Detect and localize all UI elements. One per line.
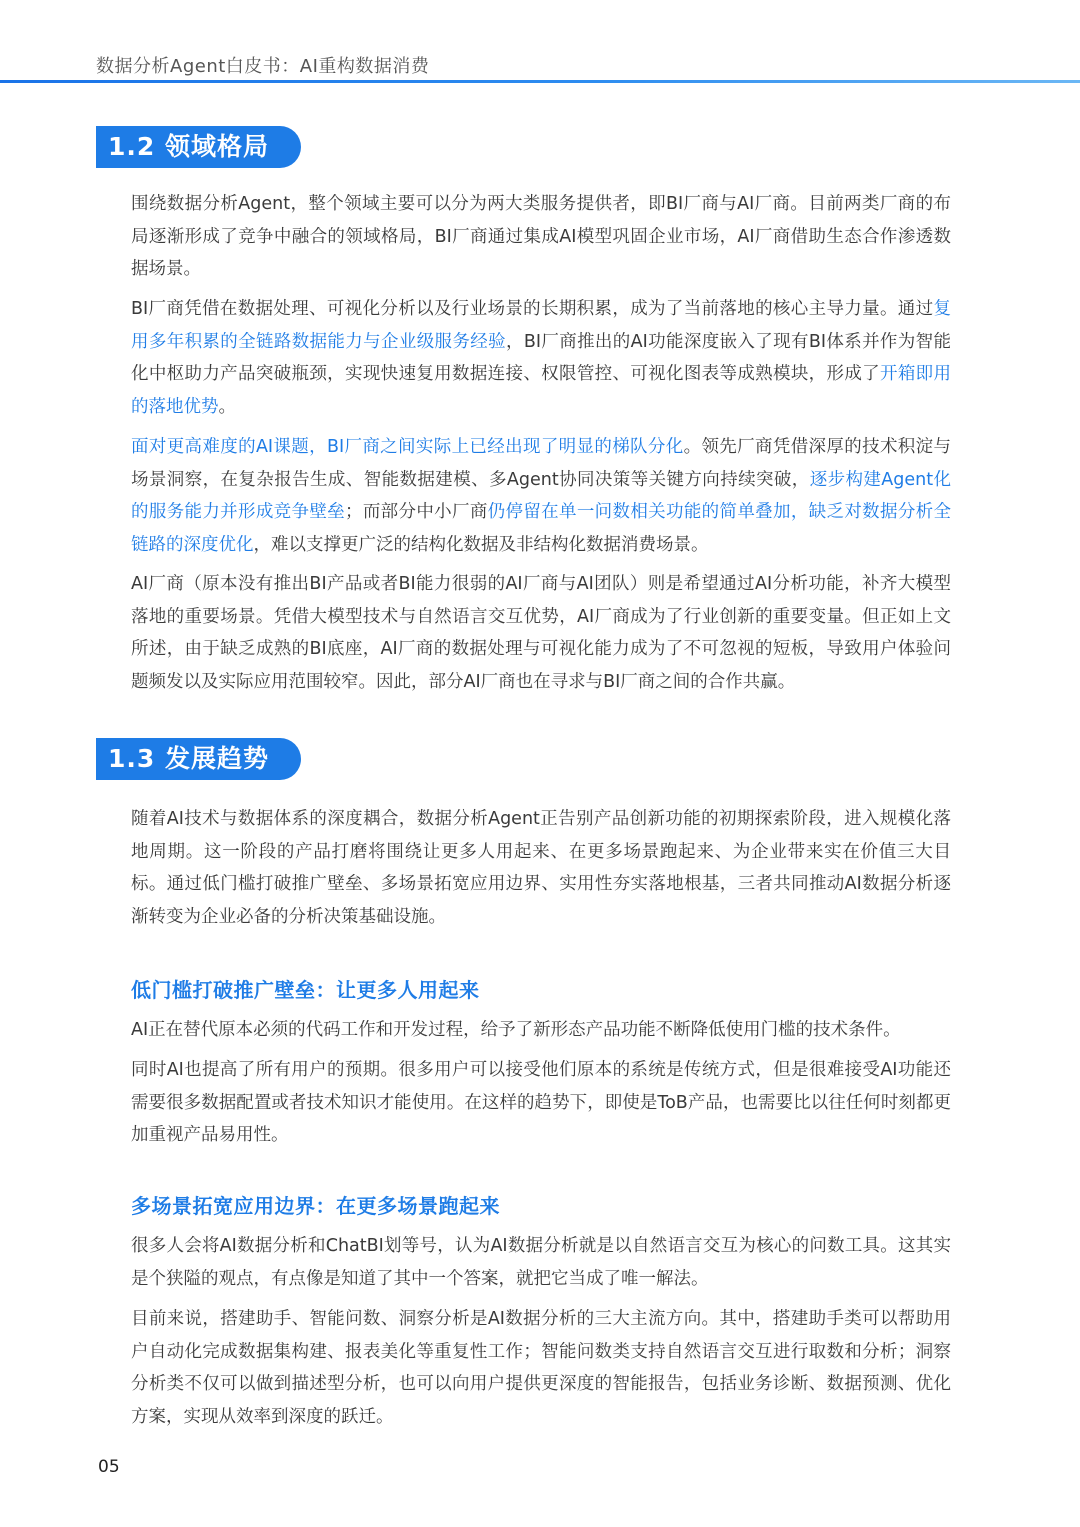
page-number: 05 (98, 1457, 120, 1477)
text-run: 。领先厂商凭借深厚的技术积淀与场景洞察，在复杂报告生成、智能数据建模、多Agent协同决策等关键方向持续突破， (131, 437, 951, 490)
highlight-text: 仍停留在单一问数相关功能的简单叠加，缺乏对数据分析全链路的深度优化 (131, 502, 952, 555)
paragraph-low-barrier-2: 同时AI也提高了所有用户的预期。很多用户可以接受他们原本的系统是传统方式，但是很难接受AI功能还需要很多数据配置或者技术知识才能使用。在这样的趋势下，即使是ToB产品，也需要比以往任何时刻都更加重视产品易用性。 (131, 1060, 951, 1145)
subheading-multi-scenario: 多场景拓宽应用边界：在更多场景跑起来 (131, 1194, 500, 1218)
section-heading-1-3: 1.3 发展趋势 (96, 738, 301, 780)
text-run: ，BI厂商推出的AI功能深度嵌入了现有BI体系并作为智能化中枢助力产品突破瓶颈，实现快速复用数据连接、权限管控、可视化图表等成熟模块，形成了 (131, 331, 951, 384)
highlight-text: 逐步构建Agent化的服务能力并形成竞争壁垒 (131, 469, 952, 522)
text-run: ，难以支撑更广泛的结构化数据及非结构化数据消费场景。 (253, 534, 709, 555)
paragraph-1-3-intro: 随着AI技术与数据体系的深度耦合，数据分析Agent正告别产品创新功能的初期探索阶段，进入规模化落地周期。这一阶段的产品打磨将围绕让更多人用起来、在更多场景跑起来、为企业带来实在价值三大目标。通过低门槛打破推广壁垒、多场景拓宽应用边界、实用性夯实落地根基，三者共同推动AI数据分析逐渐转变为企业必备的分析决策基础设施。 (131, 809, 951, 927)
highlight-text: 开箱即用的落地优势 (131, 364, 951, 417)
text-run: 。 (218, 396, 236, 417)
highlight-text: 复用多年积累的全链路数据能力与企业级服务经验 (131, 299, 951, 352)
paragraph-1-2-ai-vendors: AI厂商（原本没有推出BI产品或者BI能力很弱的AI厂商与AI团队）则是希望通过AI分析功能，补齐大模型落地的重要场景。凭借大模型技术与自然语言交互优势，AI厂商成为了行业创新的重要变量。但正如上文所述，由于缺乏成熟的BI底座，AI厂商的数据处理与可视化能力成为了不可忽视的短板，导致用户体验问题频发以及实际应用范围较窄。因此，部分AI厂商也在寻求与BI厂商之间的合作共赢。 (131, 574, 951, 692)
paragraph-1-2-tier-split (131, 431, 951, 561)
section-heading-1-2: 1.2 领域格局 (96, 126, 301, 168)
header-divider (0, 80, 1080, 83)
highlight-text: 面对更高难度的AI课题，BI厂商之间实际上已经出现了明显的梯队分化 (131, 437, 684, 457)
paragraph-multi-scenario-1: 很多人会将AI数据分析和ChatBI划等号，认为AI数据分析就是以自然语言交互为核心的问数工具。这其实是个狭隘的观点，有点像是知道了其中一个答案，就把它当成了唯一解法。 (131, 1236, 951, 1289)
paragraph-multi-scenario-2: 目前来说，搭建助手、智能问数、洞察分析是AI数据分析的三大主流方向。其中，搭建助手类可以帮助用户自动化完成数据集构建、报表美化等重复性工作；智能问数类支持自然语言交互进行取数和分析；洞察分析类不仅可以做到描述型分析，也可以向用户提供更深度的智能报告，包括业务诊断、数据预测、优化方案，实现从效率到深度的跃迁。 (131, 1309, 951, 1427)
paragraph-low-barrier-1: AI正在替代原本必须的代码工作和开发过程，给予了新形态产品功能不断降低使用门槛的技术条件。 (131, 1020, 901, 1040)
text-run: ；而部分中小厂商 (345, 502, 488, 522)
paragraph-1-2-bi-vendors (131, 293, 951, 423)
paragraph-1-2-intro: 围绕数据分析Agent，整个领域主要可以分为两大类服务提供者，即BI厂商与AI厂商。目前两类厂商的布局逐渐形成了竞争中融合的领域格局，BI厂商通过集成AI模型巩固企业市场，AI厂商借助生态合作渗透数据场景。 (131, 194, 951, 279)
subheading-low-barrier: 低门槛打破推广壁垒：让更多人用起来 (131, 978, 480, 1002)
document-title: 数据分析Agent白皮书：AI重构数据消费 (96, 56, 430, 77)
text-run: BI厂商凭借在数据处理、可视化分析以及行业场景的长期积累，成为了当前落地的核心主导力量。通过 (131, 299, 934, 319)
